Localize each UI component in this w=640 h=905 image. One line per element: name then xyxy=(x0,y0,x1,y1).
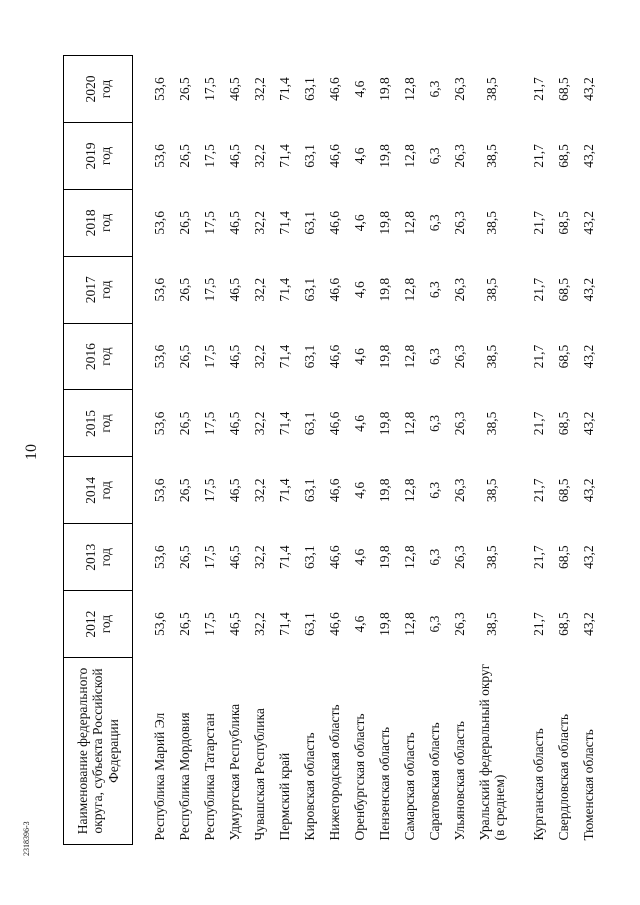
value-cell: 38,5 xyxy=(484,411,500,436)
year-suffix: год xyxy=(98,213,113,233)
table-body xyxy=(133,56,602,845)
value-cell: 26,3 xyxy=(451,77,467,101)
value-cell: 26,3 xyxy=(451,545,467,569)
table-row xyxy=(347,56,372,845)
value-cell: 26,3 xyxy=(451,344,467,369)
value-cell: 46,5 xyxy=(226,612,242,636)
year-suffix: год xyxy=(98,79,113,99)
region-name-cell: Ульяновская область xyxy=(451,721,467,841)
year-column-header xyxy=(64,457,133,524)
value-cell: 32,2 xyxy=(251,478,267,503)
page-number: 10 xyxy=(23,444,40,460)
value-cell: 38,5 xyxy=(484,211,500,235)
value-cell: 68,5 xyxy=(555,77,571,101)
region-name-cell: Республика Мордовия xyxy=(176,712,192,841)
value-cell: 38,5 xyxy=(484,612,500,636)
value-cell: 4,6 xyxy=(351,481,367,499)
value-cell: 21,7 xyxy=(530,612,546,636)
value-cell: 46,5 xyxy=(226,545,242,569)
value-cell: 53,6 xyxy=(151,211,167,235)
table-row xyxy=(197,56,222,845)
value-cell: 21,7 xyxy=(530,211,546,235)
region-name-cell: Свердловская область xyxy=(555,714,571,841)
value-cell: 46,6 xyxy=(326,144,342,168)
value-cell: 12,8 xyxy=(401,612,417,636)
year-column-header xyxy=(64,323,133,390)
region-name-cell: Чувашская Республика xyxy=(251,708,267,841)
year-suffix: год xyxy=(98,547,113,567)
value-cell: 46,5 xyxy=(226,211,242,235)
table-row xyxy=(422,56,447,845)
value-cell: 63,1 xyxy=(301,344,317,369)
year-number: 2017 xyxy=(82,276,98,304)
value-cell: 12,8 xyxy=(401,277,417,302)
value-cell: 71,4 xyxy=(276,144,292,168)
value-cell: 6,3 xyxy=(426,214,442,232)
value-cell: 19,8 xyxy=(376,478,392,503)
value-cell: 71,4 xyxy=(276,478,292,503)
table-row xyxy=(172,56,197,845)
value-cell: 32,2 xyxy=(251,344,267,369)
value-cell: 43,2 xyxy=(580,411,596,436)
value-cell: 21,7 xyxy=(530,77,546,101)
value-cell: 17,5 xyxy=(201,545,217,569)
value-cell: 21,7 xyxy=(530,344,546,369)
year-column-header xyxy=(64,256,133,323)
value-cell: 17,5 xyxy=(201,211,217,235)
value-cell: 68,5 xyxy=(555,411,571,436)
value-cell: 63,1 xyxy=(301,144,317,168)
value-cell: 68,5 xyxy=(555,211,571,235)
year-number: 2012 xyxy=(82,610,98,638)
year-suffix: год xyxy=(98,414,113,433)
table-row xyxy=(222,56,247,845)
table-row xyxy=(551,56,576,845)
region-name-cell: Республика Марий Эл xyxy=(151,712,167,841)
value-cell: 26,3 xyxy=(451,277,467,302)
region-name-cell: Уральский федеральный округ (в среднем) xyxy=(476,663,507,841)
value-cell: 63,1 xyxy=(301,211,317,235)
value-cell: 26,5 xyxy=(176,211,192,235)
value-cell: 19,8 xyxy=(376,612,392,636)
table-row xyxy=(297,56,322,845)
value-cell: 71,4 xyxy=(276,612,292,636)
value-cell: 63,1 xyxy=(301,478,317,503)
value-cell: 12,8 xyxy=(401,411,417,436)
value-cell: 19,8 xyxy=(376,277,392,302)
spacer-cell xyxy=(512,56,526,845)
value-cell: 71,4 xyxy=(276,411,292,436)
year-suffix: год xyxy=(98,614,113,634)
region-name-cell: Пензенская область xyxy=(376,727,392,841)
document-id: 2318396-3 xyxy=(22,821,31,856)
value-cell: 26,3 xyxy=(451,612,467,636)
value-cell: 12,8 xyxy=(401,478,417,503)
value-cell: 26,5 xyxy=(176,344,192,369)
value-cell: 71,4 xyxy=(276,211,292,235)
value-cell: 17,5 xyxy=(201,411,217,436)
value-cell: 38,5 xyxy=(484,344,500,369)
value-cell: 71,4 xyxy=(276,344,292,369)
year-column-header xyxy=(64,591,133,658)
value-cell: 26,3 xyxy=(451,211,467,235)
value-cell: 17,5 xyxy=(201,277,217,302)
spacer-row xyxy=(133,56,148,845)
year-suffix: год xyxy=(98,347,113,366)
value-cell: 17,5 xyxy=(201,77,217,101)
value-cell: 26,5 xyxy=(176,411,192,436)
value-cell: 6,3 xyxy=(426,80,442,98)
value-cell: 68,5 xyxy=(555,344,571,369)
value-cell: 32,2 xyxy=(251,77,267,101)
table-row xyxy=(526,56,551,845)
value-cell: 19,8 xyxy=(376,144,392,168)
value-cell: 53,6 xyxy=(151,277,167,302)
value-cell: 12,8 xyxy=(401,77,417,101)
spacer-row xyxy=(512,56,526,845)
value-cell: 46,5 xyxy=(226,344,242,369)
value-cell: 46,5 xyxy=(226,144,242,168)
value-cell: 68,5 xyxy=(555,612,571,636)
value-cell: 21,7 xyxy=(530,144,546,168)
value-cell: 43,2 xyxy=(580,211,596,235)
year-number: 2018 xyxy=(82,209,98,237)
value-cell: 46,5 xyxy=(226,478,242,503)
value-cell: 68,5 xyxy=(555,277,571,302)
region-name-cell: Нижегородская область xyxy=(326,704,342,841)
value-cell: 21,7 xyxy=(530,277,546,302)
table-row xyxy=(372,56,397,845)
value-cell: 32,2 xyxy=(251,211,267,235)
value-cell: 12,8 xyxy=(401,211,417,235)
value-cell: 32,2 xyxy=(251,545,267,569)
value-cell: 53,6 xyxy=(151,545,167,569)
year-number: 2016 xyxy=(82,343,98,371)
data-table xyxy=(63,55,601,845)
spacer-cell xyxy=(133,56,148,845)
value-cell: 6,3 xyxy=(426,281,442,299)
value-cell: 46,5 xyxy=(226,277,242,302)
year-suffix: год xyxy=(98,146,113,166)
value-cell: 71,4 xyxy=(276,77,292,101)
value-cell: 46,6 xyxy=(326,277,342,302)
value-cell: 4,6 xyxy=(351,615,367,633)
value-cell: 68,5 xyxy=(555,545,571,569)
region-name-cell: Саратовская область xyxy=(426,722,442,841)
value-cell: 53,6 xyxy=(151,77,167,101)
value-cell: 26,5 xyxy=(176,277,192,302)
value-cell: 26,3 xyxy=(451,411,467,436)
value-cell: 6,3 xyxy=(426,348,442,365)
table-row xyxy=(576,56,601,845)
value-cell: 6,3 xyxy=(426,481,442,499)
region-name-cell: Кировская область xyxy=(301,732,317,841)
value-cell: 46,5 xyxy=(226,77,242,101)
value-cell: 63,1 xyxy=(301,411,317,436)
year-number: 2014 xyxy=(82,476,98,504)
value-cell: 46,6 xyxy=(326,612,342,636)
value-cell: 43,2 xyxy=(580,612,596,636)
value-cell: 46,6 xyxy=(326,411,342,436)
year-number: 2019 xyxy=(82,142,98,170)
rotated-table-container xyxy=(63,55,596,845)
region-name-cell: Оренбургская область xyxy=(351,713,367,841)
value-cell: 43,2 xyxy=(580,344,596,369)
table-row xyxy=(472,56,512,845)
value-cell: 17,5 xyxy=(201,478,217,503)
value-cell: 4,6 xyxy=(351,348,367,365)
year-number: 2015 xyxy=(82,409,98,437)
value-cell: 32,2 xyxy=(251,411,267,436)
value-cell: 17,5 xyxy=(201,144,217,168)
value-cell: 46,6 xyxy=(326,344,342,369)
value-cell: 26,5 xyxy=(176,77,192,101)
region-name-cell: Пермский край xyxy=(276,752,292,841)
value-cell: 63,1 xyxy=(301,277,317,302)
value-cell: 26,5 xyxy=(176,478,192,503)
region-name-cell: Удмуртская Республика xyxy=(226,703,242,841)
value-cell: 46,6 xyxy=(326,77,342,101)
table-row xyxy=(147,56,172,845)
value-cell: 19,8 xyxy=(376,344,392,369)
value-cell: 26,5 xyxy=(176,612,192,636)
value-cell: 6,3 xyxy=(426,615,442,633)
value-cell: 26,3 xyxy=(451,478,467,503)
table-row xyxy=(397,56,422,845)
value-cell: 6,3 xyxy=(426,548,442,566)
value-cell: 4,6 xyxy=(351,415,367,432)
value-cell: 71,4 xyxy=(276,277,292,302)
value-cell: 19,8 xyxy=(376,211,392,235)
value-cell: 38,5 xyxy=(484,77,500,101)
value-cell: 4,6 xyxy=(351,80,367,98)
value-cell: 43,2 xyxy=(580,478,596,503)
value-cell: 43,2 xyxy=(580,144,596,168)
year-suffix: год xyxy=(98,280,113,299)
value-cell: 43,2 xyxy=(580,545,596,569)
year-number: 2013 xyxy=(82,543,98,571)
value-cell: 53,6 xyxy=(151,612,167,636)
value-cell: 38,5 xyxy=(484,144,500,168)
year-suffix: год xyxy=(98,481,113,500)
value-cell: 12,8 xyxy=(401,144,417,168)
value-cell: 53,6 xyxy=(151,344,167,369)
year-column-header xyxy=(64,56,133,123)
year-column-header xyxy=(64,390,133,457)
name-column-header: Наименование федерального округа, субъекта Российской Федерации xyxy=(64,658,133,845)
year-column-header xyxy=(64,123,133,190)
value-cell: 19,8 xyxy=(376,411,392,436)
value-cell: 53,6 xyxy=(151,478,167,503)
value-cell: 71,4 xyxy=(276,545,292,569)
value-cell: 6,3 xyxy=(426,415,442,432)
value-cell: 38,5 xyxy=(484,545,500,569)
year-column-header xyxy=(64,189,133,256)
value-cell: 26,5 xyxy=(176,144,192,168)
value-cell: 68,5 xyxy=(555,144,571,168)
table-row xyxy=(272,56,297,845)
value-cell: 68,5 xyxy=(555,478,571,503)
value-cell: 26,5 xyxy=(176,545,192,569)
value-cell: 4,6 xyxy=(351,214,367,232)
value-cell: 46,6 xyxy=(326,545,342,569)
value-cell: 19,8 xyxy=(376,545,392,569)
value-cell: 32,2 xyxy=(251,144,267,168)
value-cell: 46,6 xyxy=(326,211,342,235)
table-row xyxy=(322,56,347,845)
value-cell: 19,8 xyxy=(376,77,392,101)
value-cell: 63,1 xyxy=(301,612,317,636)
value-cell: 43,2 xyxy=(580,77,596,101)
table-row xyxy=(247,56,272,845)
value-cell: 21,7 xyxy=(530,411,546,436)
value-cell: 32,2 xyxy=(251,277,267,302)
value-cell: 21,7 xyxy=(530,478,546,503)
value-cell: 38,5 xyxy=(484,277,500,302)
region-name-cell: Курганская область xyxy=(530,728,546,841)
value-cell: 53,6 xyxy=(151,144,167,168)
value-cell: 4,6 xyxy=(351,147,367,165)
region-name-cell: Самарская область xyxy=(401,732,417,841)
value-cell: 6,3 xyxy=(426,147,442,165)
value-cell: 46,6 xyxy=(326,478,342,503)
value-cell: 63,1 xyxy=(301,77,317,101)
value-cell: 12,8 xyxy=(401,545,417,569)
value-cell: 38,5 xyxy=(484,478,500,503)
value-cell: 26,3 xyxy=(451,144,467,168)
year-number: 2020 xyxy=(82,75,98,103)
table-header-row xyxy=(64,56,133,845)
value-cell: 12,8 xyxy=(401,344,417,369)
value-cell: 46,5 xyxy=(226,411,242,436)
value-cell: 17,5 xyxy=(201,612,217,636)
year-column-header xyxy=(64,524,133,591)
region-name-cell: Республика Татарстан xyxy=(201,713,217,841)
value-cell: 32,2 xyxy=(251,612,267,636)
value-cell: 21,7 xyxy=(530,545,546,569)
value-cell: 63,1 xyxy=(301,545,317,569)
value-cell: 17,5 xyxy=(201,344,217,369)
region-name-cell: Тюменская область xyxy=(580,729,596,841)
value-cell: 43,2 xyxy=(580,277,596,302)
value-cell: 4,6 xyxy=(351,281,367,299)
table-row xyxy=(447,56,472,845)
value-cell: 4,6 xyxy=(351,548,367,566)
value-cell: 53,6 xyxy=(151,411,167,436)
